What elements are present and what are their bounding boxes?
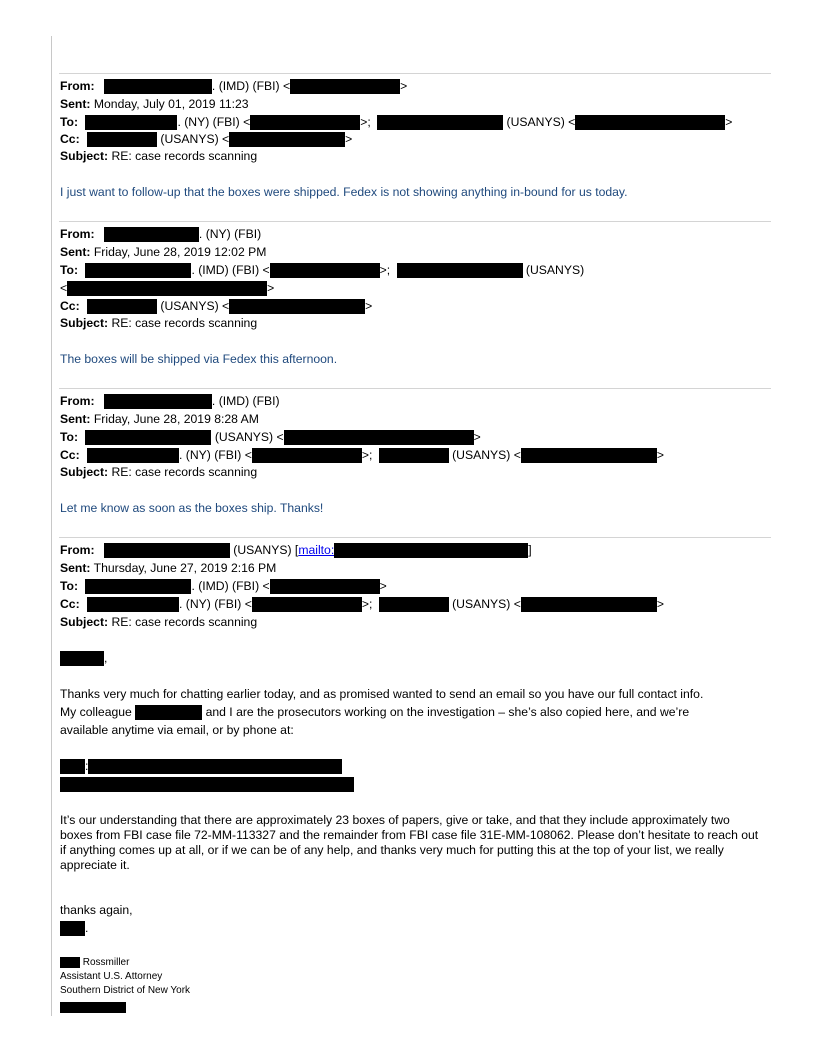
redaction xyxy=(87,299,157,314)
redaction xyxy=(60,777,354,792)
email-2-to: To: . (IMD) (FBI) < >; (USANYS) xyxy=(60,263,585,277)
redaction xyxy=(575,115,725,130)
redaction xyxy=(252,448,362,463)
subject-label: Subject: xyxy=(60,316,109,330)
redaction xyxy=(252,597,362,612)
email-1-sent: Sent: Monday, July 01, 2019 11:23 xyxy=(60,97,249,111)
redaction xyxy=(85,115,177,130)
email-separator xyxy=(59,537,771,538)
from-label: From: xyxy=(60,394,95,408)
email-separator xyxy=(59,73,771,74)
sent-label: Sent: xyxy=(60,412,91,426)
email-2-from: From: . (NY) (FBI) xyxy=(60,227,262,241)
signature-redacted xyxy=(60,1002,126,1014)
redaction xyxy=(87,132,157,147)
email-4-para2: It’s our understanding that there are approximately 23 boxes of papers, give or take, and that they include approximately two boxes from FBI case file 72-MM-113327 and the remainder from FBI case file 31E-MM-108062. Please don’t hesitate to reach out if anything comes up at all, or if we can be of any help, and thanks very much for putting this at the top of your list, we really appreciate it. xyxy=(60,813,759,872)
redaction xyxy=(60,651,104,666)
subject-label: Subject: xyxy=(60,465,109,479)
email-2-subject: Subject: RE: case records scanning xyxy=(60,316,258,330)
cc-label: Cc: xyxy=(60,448,80,462)
left-margin-rule xyxy=(51,36,52,1016)
email-4-para1-line2: My colleague and I are the prosecutors working on the investigation – she’s also copied here, and we’re xyxy=(60,705,690,719)
email-3-cc: Cc: . (NY) (FBI) < >; (USANYS) < > xyxy=(60,448,664,462)
redaction xyxy=(60,759,85,774)
email-4-subject: Subject: RE: case records scanning xyxy=(60,615,258,629)
redaction xyxy=(104,394,212,409)
redaction xyxy=(397,263,523,278)
redaction xyxy=(135,705,202,720)
redaction xyxy=(104,543,230,558)
subject-label: Subject: xyxy=(60,615,109,629)
redaction xyxy=(270,263,380,278)
redaction xyxy=(88,759,342,774)
email-2-sent: Sent: Friday, June 28, 2019 12:02 PM xyxy=(60,245,267,259)
email-4-to: To: . (IMD) (FBI) < > xyxy=(60,579,387,593)
sent-label: Sent: xyxy=(60,245,91,259)
redaction xyxy=(270,579,380,594)
redaction xyxy=(229,299,365,314)
to-label: To: xyxy=(60,263,79,277)
email-1-cc: Cc: (USANYS) < > xyxy=(60,132,353,146)
cc-label: Cc: xyxy=(60,597,80,611)
redaction xyxy=(377,115,503,130)
email-2-cc: Cc: (USANYS) < > xyxy=(60,299,373,313)
from-label: From: xyxy=(60,79,95,93)
email-3-to: To: (USANYS) < > xyxy=(60,430,481,444)
email-2-to-continued: < > xyxy=(60,281,275,295)
redaction xyxy=(85,430,211,445)
redaction xyxy=(60,921,85,936)
email-4-cc: Cc: . (NY) (FBI) < >; (USANYS) < > xyxy=(60,597,664,611)
redaction xyxy=(60,1002,126,1013)
redaction xyxy=(290,79,400,94)
email-separator xyxy=(59,221,771,222)
redaction xyxy=(85,263,191,278)
redaction xyxy=(250,115,360,130)
contact-info-line2 xyxy=(60,777,354,792)
redaction xyxy=(87,597,179,612)
redaction xyxy=(379,597,449,612)
redaction xyxy=(229,132,345,147)
redaction xyxy=(87,448,179,463)
closing: thanks again, xyxy=(60,903,133,917)
cc-label: Cc: xyxy=(60,299,80,313)
mailto-link[interactable]: mailto: xyxy=(298,543,335,557)
sent-label: Sent: xyxy=(60,561,91,575)
sent-label: Sent: xyxy=(60,97,91,111)
email-1-to: To: . (NY) (FBI) < >; (USANYS) < > xyxy=(60,115,733,129)
redaction xyxy=(284,430,474,445)
redaction xyxy=(521,597,657,612)
email-4-sent: Sent: Thursday, June 27, 2019 2:16 PM xyxy=(60,561,277,575)
email-4-para1-line3: available anytime via email, or by phone at: xyxy=(60,723,294,737)
subject-label: Subject: xyxy=(60,149,109,163)
email-4-para1-line1: Thanks very much for chatting earlier today, and as promised wanted to send an email so you have our full contact info. xyxy=(60,687,704,701)
email-1-subject: Subject: RE: case records scanning xyxy=(60,149,258,163)
to-label: To: xyxy=(60,579,79,593)
email-3-from: From: . (IMD) (FBI) xyxy=(60,394,280,408)
redaction xyxy=(379,448,449,463)
to-label: To: xyxy=(60,115,79,129)
signature-title: Assistant U.S. Attorney xyxy=(60,971,163,982)
signature-name: Rossmiller xyxy=(60,957,129,969)
to-label: To: xyxy=(60,430,79,444)
contact-info-line1: : xyxy=(60,759,342,774)
redaction xyxy=(521,448,657,463)
redaction xyxy=(334,543,528,558)
email-1-from: From: . (IMD) (FBI) < > xyxy=(60,79,408,93)
from-label: From: xyxy=(60,543,95,557)
signoff: . xyxy=(60,921,88,936)
redaction xyxy=(104,227,199,242)
email-4-from: From: (USANYS) [mailto: ] xyxy=(60,543,532,557)
email-1-body: I just want to follow-up that the boxes were shipped. Fedex is not showing anything in-bound for us today. xyxy=(60,185,628,199)
email-2-body: The boxes will be shipped via Fedex this afternoon. xyxy=(60,352,338,366)
email-4-greeting: , xyxy=(60,651,107,666)
email-3-subject: Subject: RE: case records scanning xyxy=(60,465,258,479)
email-3-body: Let me know as soon as the boxes ship. Thanks! xyxy=(60,501,324,515)
redaction xyxy=(60,957,80,968)
signature-office: Southern District of New York xyxy=(60,985,191,996)
redaction xyxy=(67,281,267,296)
redaction xyxy=(104,79,212,94)
email-separator xyxy=(59,388,771,389)
redaction xyxy=(85,579,191,594)
from-label: From: xyxy=(60,227,95,241)
cc-label: Cc: xyxy=(60,132,80,146)
email-3-sent: Sent: Friday, June 28, 2019 8:28 AM xyxy=(60,412,259,426)
